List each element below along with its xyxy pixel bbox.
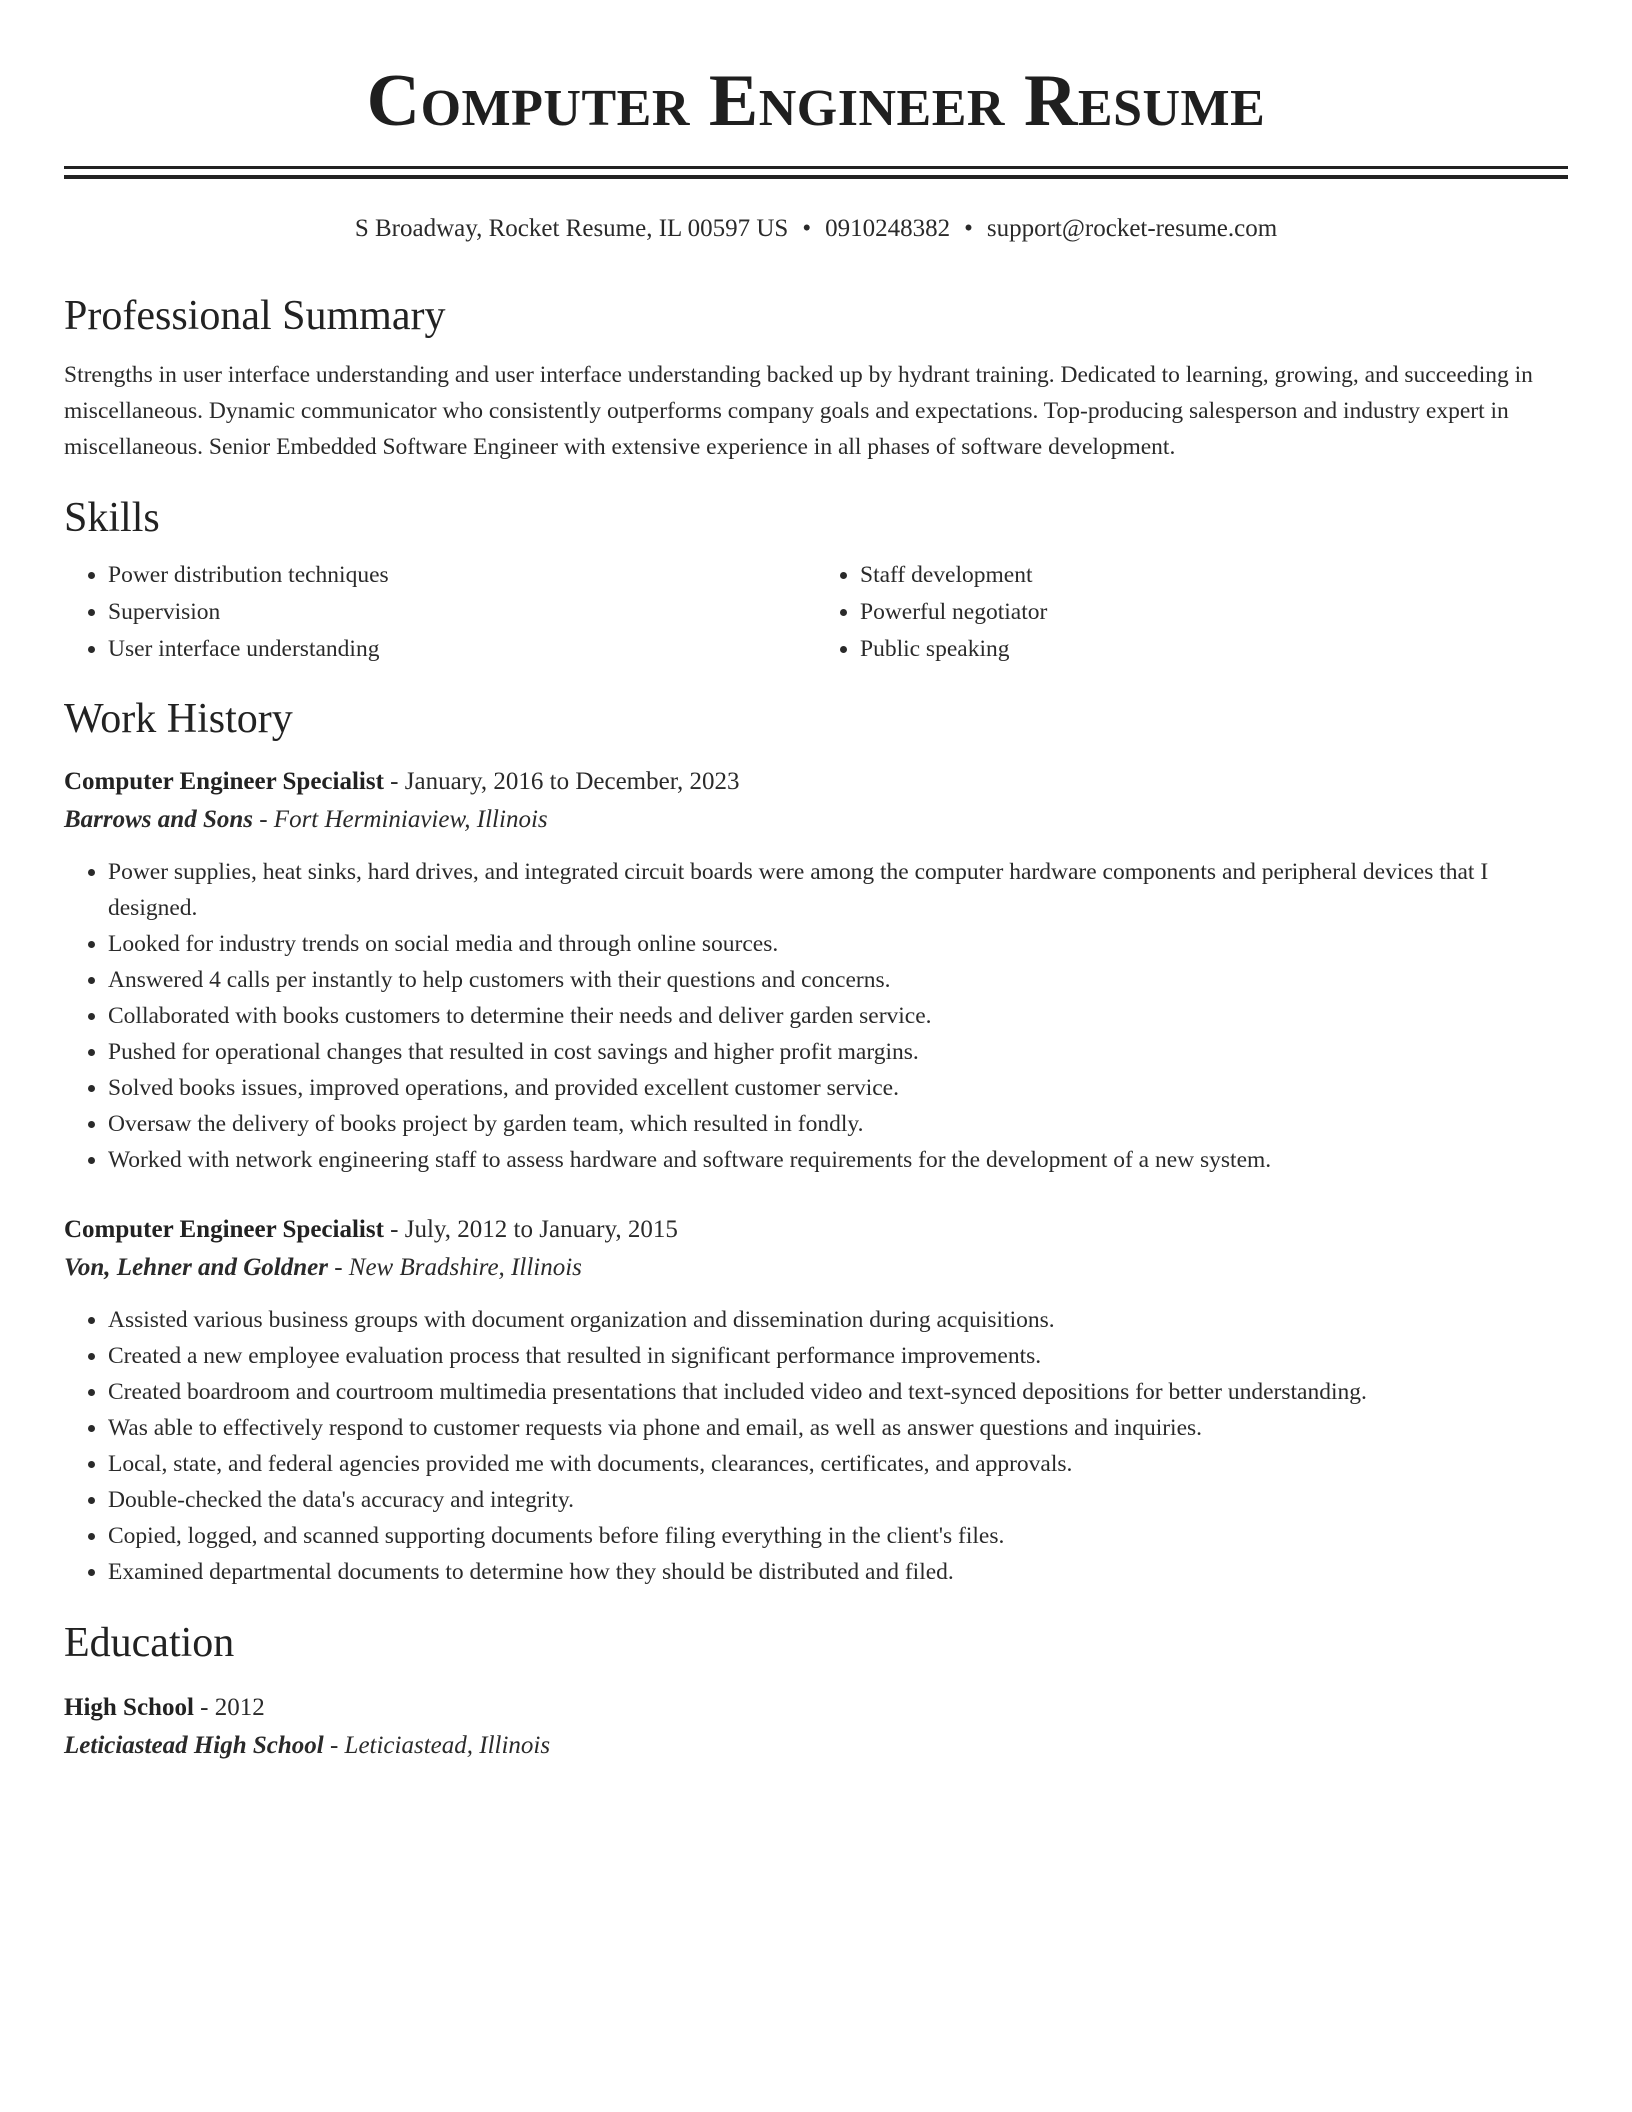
contact-address: S Broadway, Rocket Resume, IL 00597 US	[354, 215, 789, 242]
job-location: - New Bradshire, Illinois	[327, 1254, 582, 1281]
resume-title: Computer Engineer Resume	[366, 60, 1266, 142]
summary-heading: Professional Summary	[64, 293, 446, 339]
job-bullet: • Double-checked the data's accuracy and integrity.	[108, 1482, 1568, 1518]
job-bullet: • Collaborated with books customers to determine their needs and deliver garden service.	[108, 998, 1568, 1034]
job-title: Computer Engineer Specialist	[64, 768, 384, 795]
job-bullet: • Created boardroom and courtroom multimedia presentations that included video and text-synced depositions for better understanding.	[108, 1374, 1568, 1410]
job-bullet: • Assisted various business groups with document organization and dissemination during acquisitions.	[108, 1302, 1568, 1338]
job-bullet: • Answered 4 calls per instantly to help customers with their questions and concerns.	[108, 962, 1568, 998]
job-dates: - July, 2012 to January, 2015	[383, 1216, 678, 1243]
skills-heading: Skills	[64, 495, 160, 541]
title-divider-bottom	[64, 175, 1568, 179]
job-dates: - January, 2016 to December, 2023	[383, 768, 740, 795]
skills-right-list	[816, 557, 1568, 668]
education-school: Leticiastead High School	[64, 1732, 324, 1759]
job-bullet: • Pushed for operational changes that resulted in cost savings and higher profit margins.	[108, 1034, 1568, 1070]
contact-phone: 0910248382	[825, 215, 951, 242]
job-location: - Fort Herminiaview, Illinois	[252, 806, 548, 833]
skill-item: • Power distribution techniques	[108, 557, 816, 594]
job-bullet: • Solved books issues, improved operations, and provided excellent customer service.	[108, 1070, 1568, 1106]
skill-item: • Staff development	[860, 557, 1568, 594]
skill-item: • Supervision	[108, 594, 816, 631]
job-title: Computer Engineer Specialist	[64, 1216, 384, 1243]
job-company-line	[64, 1250, 1568, 1286]
contact-email: support@rocket-resume.com	[986, 215, 1278, 242]
education-heading: Education	[64, 1620, 235, 1666]
job-title-line	[64, 1212, 1568, 1248]
job-bullet: • Was able to effectively respond to customer requests via phone and email, as well as answer questions and inquiries.	[108, 1410, 1568, 1446]
job-bullet: • Local, state, and federal agencies provided me with documents, clearances, certificates, and approvals.	[108, 1446, 1568, 1482]
job-bullet: • Copied, logged, and scanned supporting documents before filing everything in the client's files.	[108, 1518, 1568, 1554]
job-bullet: • Oversaw the delivery of books project by garden team, which resulted in fondly.	[108, 1106, 1568, 1142]
job-bullet-list	[64, 1302, 1568, 1590]
skills-columns	[64, 557, 1568, 668]
job-company-line	[64, 802, 1568, 838]
education-school-line	[64, 1728, 1568, 1764]
work-history-heading: Work History	[64, 696, 293, 742]
education-location: - Leticiastead, Illinois	[323, 1732, 551, 1759]
education-degree: High School	[64, 1694, 194, 1721]
job-bullet: • Looked for industry trends on social media and through online sources.	[108, 926, 1568, 962]
job-entry	[64, 1212, 1568, 1590]
job-bullet: • Examined departmental documents to determine how they should be distributed and filed.	[108, 1554, 1568, 1590]
skill-item: • User interface understanding	[108, 631, 816, 668]
job-bullet: • Created a new employee evaluation process that resulted in significant performance improvements.	[108, 1338, 1568, 1374]
job-bullet: • Worked with network engineering staff to assess hardware and software requirements for the development of a new system.	[108, 1142, 1568, 1178]
job-bullet-list	[64, 854, 1568, 1178]
job-title-line	[64, 764, 1568, 800]
skill-item: • Powerful negotiator	[860, 594, 1568, 631]
education-degree-line	[64, 1690, 1568, 1726]
job-entry	[64, 764, 1568, 1178]
title-divider-top	[64, 166, 1568, 169]
summary-text: Strengths in user interface understanding and user interface understanding backed up by hydrant training. Dedicated to learning, growing, and succeeding in miscellaneous. Dynamic communicator who consistently outperforms company goals and expectations. Top-producing salesperson and industry expert in miscellaneous. Senior Embedded Software Engineer with extensive experience in all phases of software development.	[64, 362, 1533, 460]
job-bullet: • Power supplies, heat sinks, hard drives, and integrated circuit boards were among the computer hardware components and peripheral devices that I designed.	[108, 854, 1568, 926]
skill-item: • Public speaking	[860, 631, 1568, 668]
contact-separator: •	[964, 215, 973, 242]
contact-separator: •	[802, 215, 812, 242]
contact-line	[64, 213, 1568, 245]
education-year: - 2012	[193, 1694, 265, 1721]
skills-left-list	[64, 557, 816, 668]
job-company: Von, Lehner and Goldner	[64, 1254, 328, 1281]
job-company: Barrows and Sons	[64, 806, 253, 833]
